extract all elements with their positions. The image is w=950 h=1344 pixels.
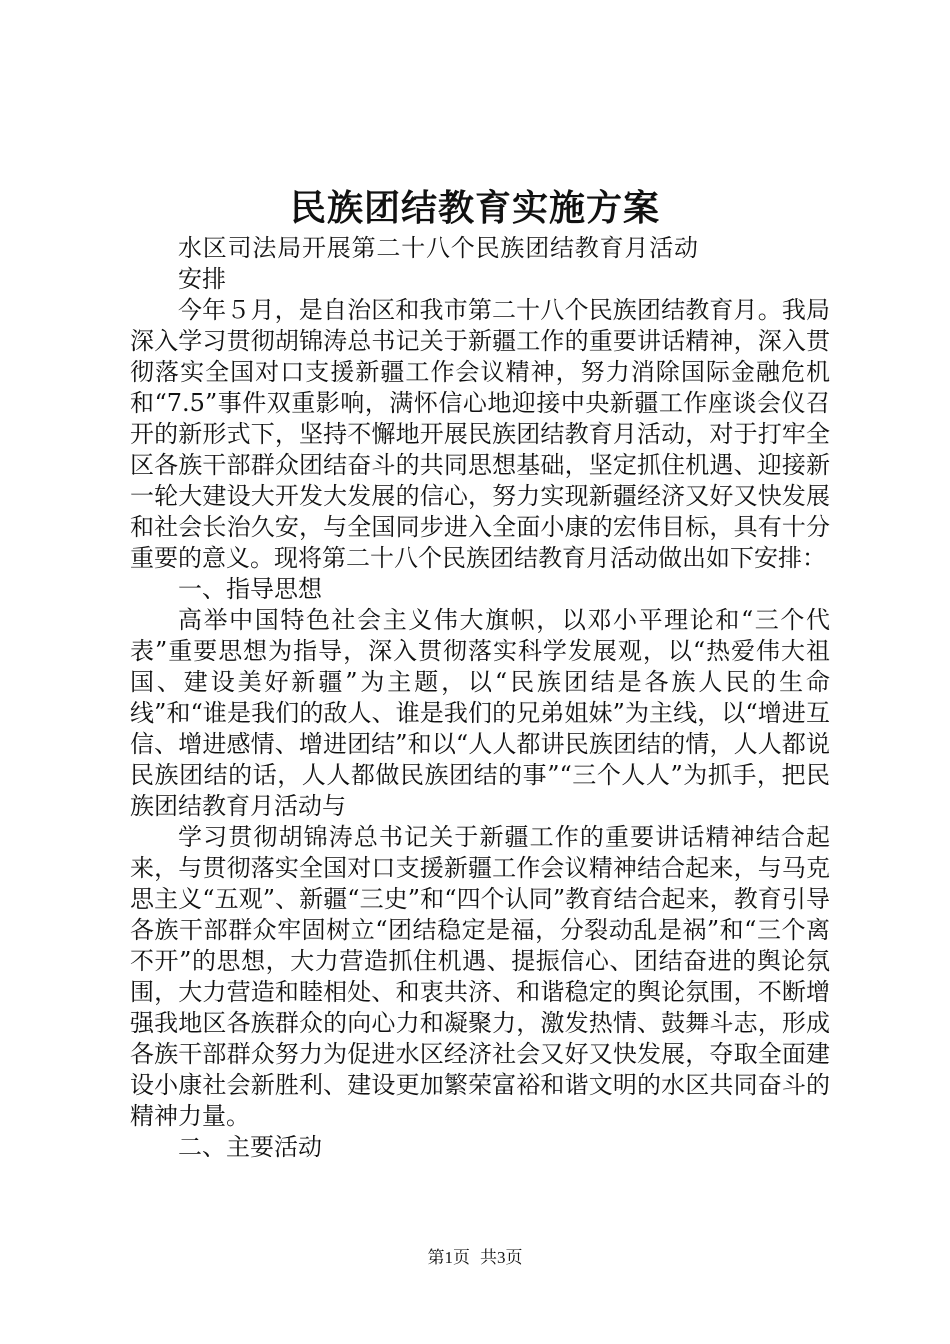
page-total: 共3页 bbox=[480, 1248, 523, 1267]
paragraph-guiding-ideology: 高举中国特色社会主义伟大旗帜，以邓小平理论和“三个代表”重要思想为指导，深入贯彻落实科学发展观，以“热爱伟大祖国、建设美好新疆”为主题，以“民族团结是各族人民的生命线”和“谁是我们的敌人、谁是我们的兄弟姐妹”为主线，以“增进互信、增进感情、增进团结”和以“人人都讲民族团结的情，人人都说民族团结的话，人人都做民族团结的事”“三个人人”为抓手，把民族团结教育月活动与 bbox=[130, 606, 830, 820]
paragraph-guiding-ideology-continued: 学习贯彻胡锦涛总书记关于新疆工作的重要讲话精神结合起来，与贯彻落实全国对口支援新疆工作会议精神结合起来，与马克思主义“五观”、新疆“三史”和“四个认同”教育结合起来，教育引导各族干部群众牢固树立“团结稳定是福，分裂动乱是祸”和“三个离不开”的思想，大力营造抓住机遇、提振信心、团结奋进的舆论氛围，大力营造和睦相处、和衷共济、和谐稳定的舆论氛围，不断增强我地区各族群众的向心力和凝聚力，激发热情、鼓舞斗志，形成各族干部群众努力为促进水区经济社会又好又快发展，夺取全面建设小康社会新胜利、建设更加繁荣富裕和谐文明的水区共同奋斗的精神力量。 bbox=[130, 823, 830, 1130]
document-body bbox=[130, 233, 830, 1163]
page-number: 第1页 bbox=[427, 1248, 470, 1267]
page-footer bbox=[0, 1247, 950, 1269]
section-heading-guiding-ideology: 一、指导思想 bbox=[178, 575, 322, 603]
document-subtitle: 水区司法局开展第二十八个民族团结教育月活动安排 bbox=[178, 234, 698, 293]
section-heading-main-activities: 二、主要活动 bbox=[178, 1133, 322, 1161]
paragraph-intro: 今年５月，是自治区和我市第二十八个民族团结教育月。我局深入学习贯彻胡锦涛总书记关于新疆工作的重要讲话精神，深入贯彻落实全国对口支援新疆工作会议精神，努力消除国际金融危机和“7.5”事件双重影响，满怀信心地迎接中央新疆工作座谈会仪召开的新形式下，坚持不懈地开展民族团结教育月活动，对于打牢全区各族干部群众团结奋斗的共同思想基础，坚定抓住机遇、迎接新一轮大建设大开发大发展的信心，努力实现新疆经济又好又快发展和社会长治久安，与全国同步进入全面小康的宏伟目标，具有十分重要的意义。现将第二十八个民族团结教育月活动做出如下安排： bbox=[130, 296, 830, 572]
document-title: 民族团结教育实施方案 bbox=[289, 187, 660, 229]
